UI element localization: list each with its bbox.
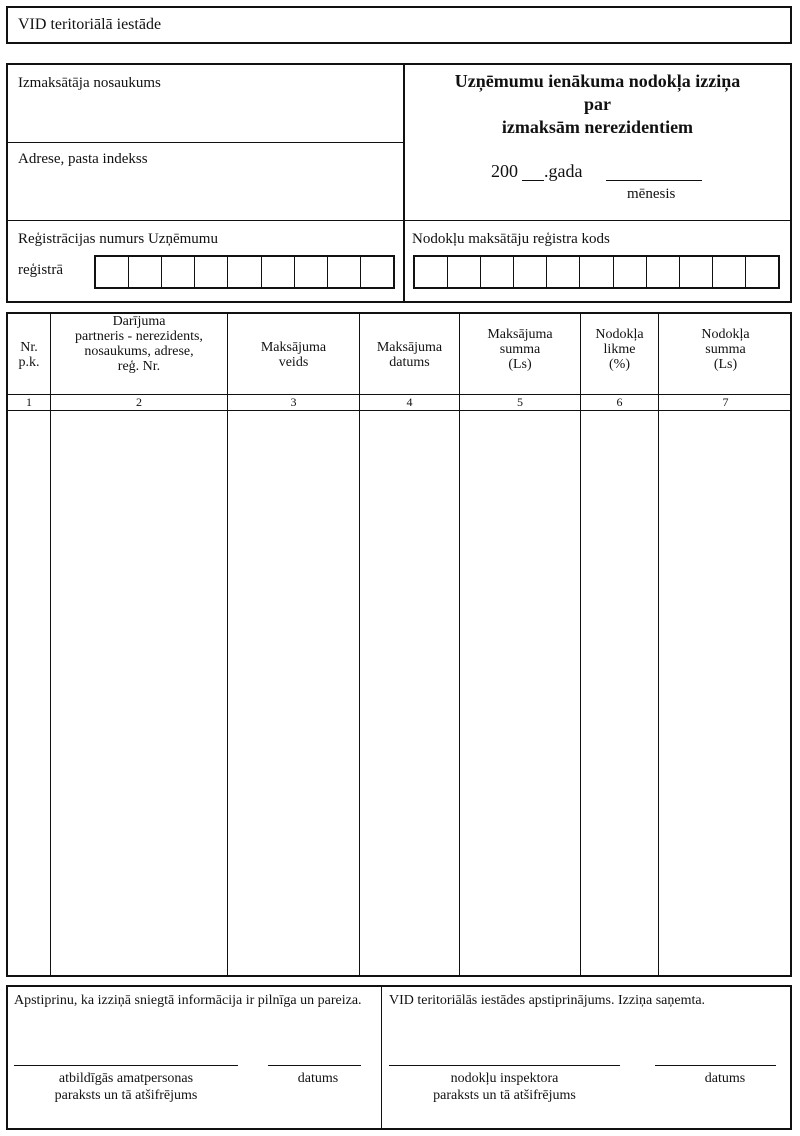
table-number-divider <box>6 410 792 411</box>
col-number-7: 7 <box>722 395 729 409</box>
taxpayer-code-cells[interactable] <box>413 255 780 289</box>
reg-label-line2: reģistrā <box>18 262 63 278</box>
title-line2: par <box>584 94 611 114</box>
right-date-caption: datums <box>704 1071 746 1086</box>
col-header-payment-date: Maksājuma datums <box>376 340 443 370</box>
col-number-1: 1 <box>26 395 32 409</box>
right-statement: VID teritoriālās iestādes apstiprinājums. Izziņa saņemta. <box>389 993 706 1008</box>
right-signature-line[interactable] <box>389 1065 620 1066</box>
reg-number-cells[interactable] <box>94 255 395 289</box>
left-signature-caption: atbildīgās amatpersonas paraksts un tā atšifrējums <box>54 1071 198 1103</box>
col-number-6: 6 <box>616 395 623 409</box>
col-number-3: 3 <box>290 395 297 409</box>
payer-address-label: Adrese, pasta indekss <box>18 151 148 167</box>
table-body-area[interactable] <box>8 412 790 975</box>
payer-name-field[interactable] <box>10 95 400 139</box>
right-date-line[interactable] <box>655 1065 776 1066</box>
left-date-line[interactable] <box>268 1065 361 1066</box>
title-line3: izmaksām nerezidentiem <box>501 117 694 137</box>
left-statement: Apstiprinu, ka izziņā sniegtā informācija ir pilnīga un pareiza. <box>14 993 362 1008</box>
month-blank[interactable] <box>606 180 702 181</box>
col-number-2: 2 <box>136 395 142 409</box>
payer-section-divider <box>403 63 405 303</box>
left-signature-line[interactable] <box>14 1065 238 1066</box>
title-line1: Uzņēmumu ienākuma nodokļa izziņa <box>454 71 741 91</box>
col-header-partner: Darījuma partneris - nerezidents, nosaukums, adrese, reģ. Nr. <box>75 314 203 374</box>
payer-address-divider <box>6 220 792 221</box>
year-suffix: .gada <box>544 161 583 181</box>
col-header-payment-type: Maksājuma veids <box>260 340 327 370</box>
payer-name-divider <box>6 142 404 143</box>
taxpayer-code-label: Nodokļu maksātāju reģistra kods <box>412 231 610 247</box>
col-header-tax-rate: Nodokļa likme (%) <box>595 327 644 372</box>
footer-divider <box>381 985 382 1130</box>
col-header-nr: Nr. p.k. <box>18 340 40 370</box>
right-signature-caption: nodokļu inspektora paraksts un tā atšifrējums <box>433 1071 576 1103</box>
col-header-tax-amount: Nodokļa summa (Ls) <box>701 327 750 372</box>
authority-label: VID teritoriālā iestāde <box>18 16 162 33</box>
col-number-4: 4 <box>406 395 413 409</box>
payer-name-label: Izmaksātāja nosaukums <box>18 75 161 91</box>
form-title <box>410 70 785 139</box>
reg-label-line1: Reģistrācijas numurs Uzņēmumu <box>18 231 218 247</box>
col-number-5: 5 <box>517 395 523 409</box>
col-header-payment-amount: Maksājuma summa (Ls) <box>487 327 553 372</box>
month-caption: mēnesis <box>627 186 676 202</box>
payer-address-field[interactable] <box>10 172 400 216</box>
year-blank[interactable] <box>522 180 544 181</box>
left-date-caption: datums <box>297 1071 339 1086</box>
year-prefix: 200 <box>491 161 518 181</box>
